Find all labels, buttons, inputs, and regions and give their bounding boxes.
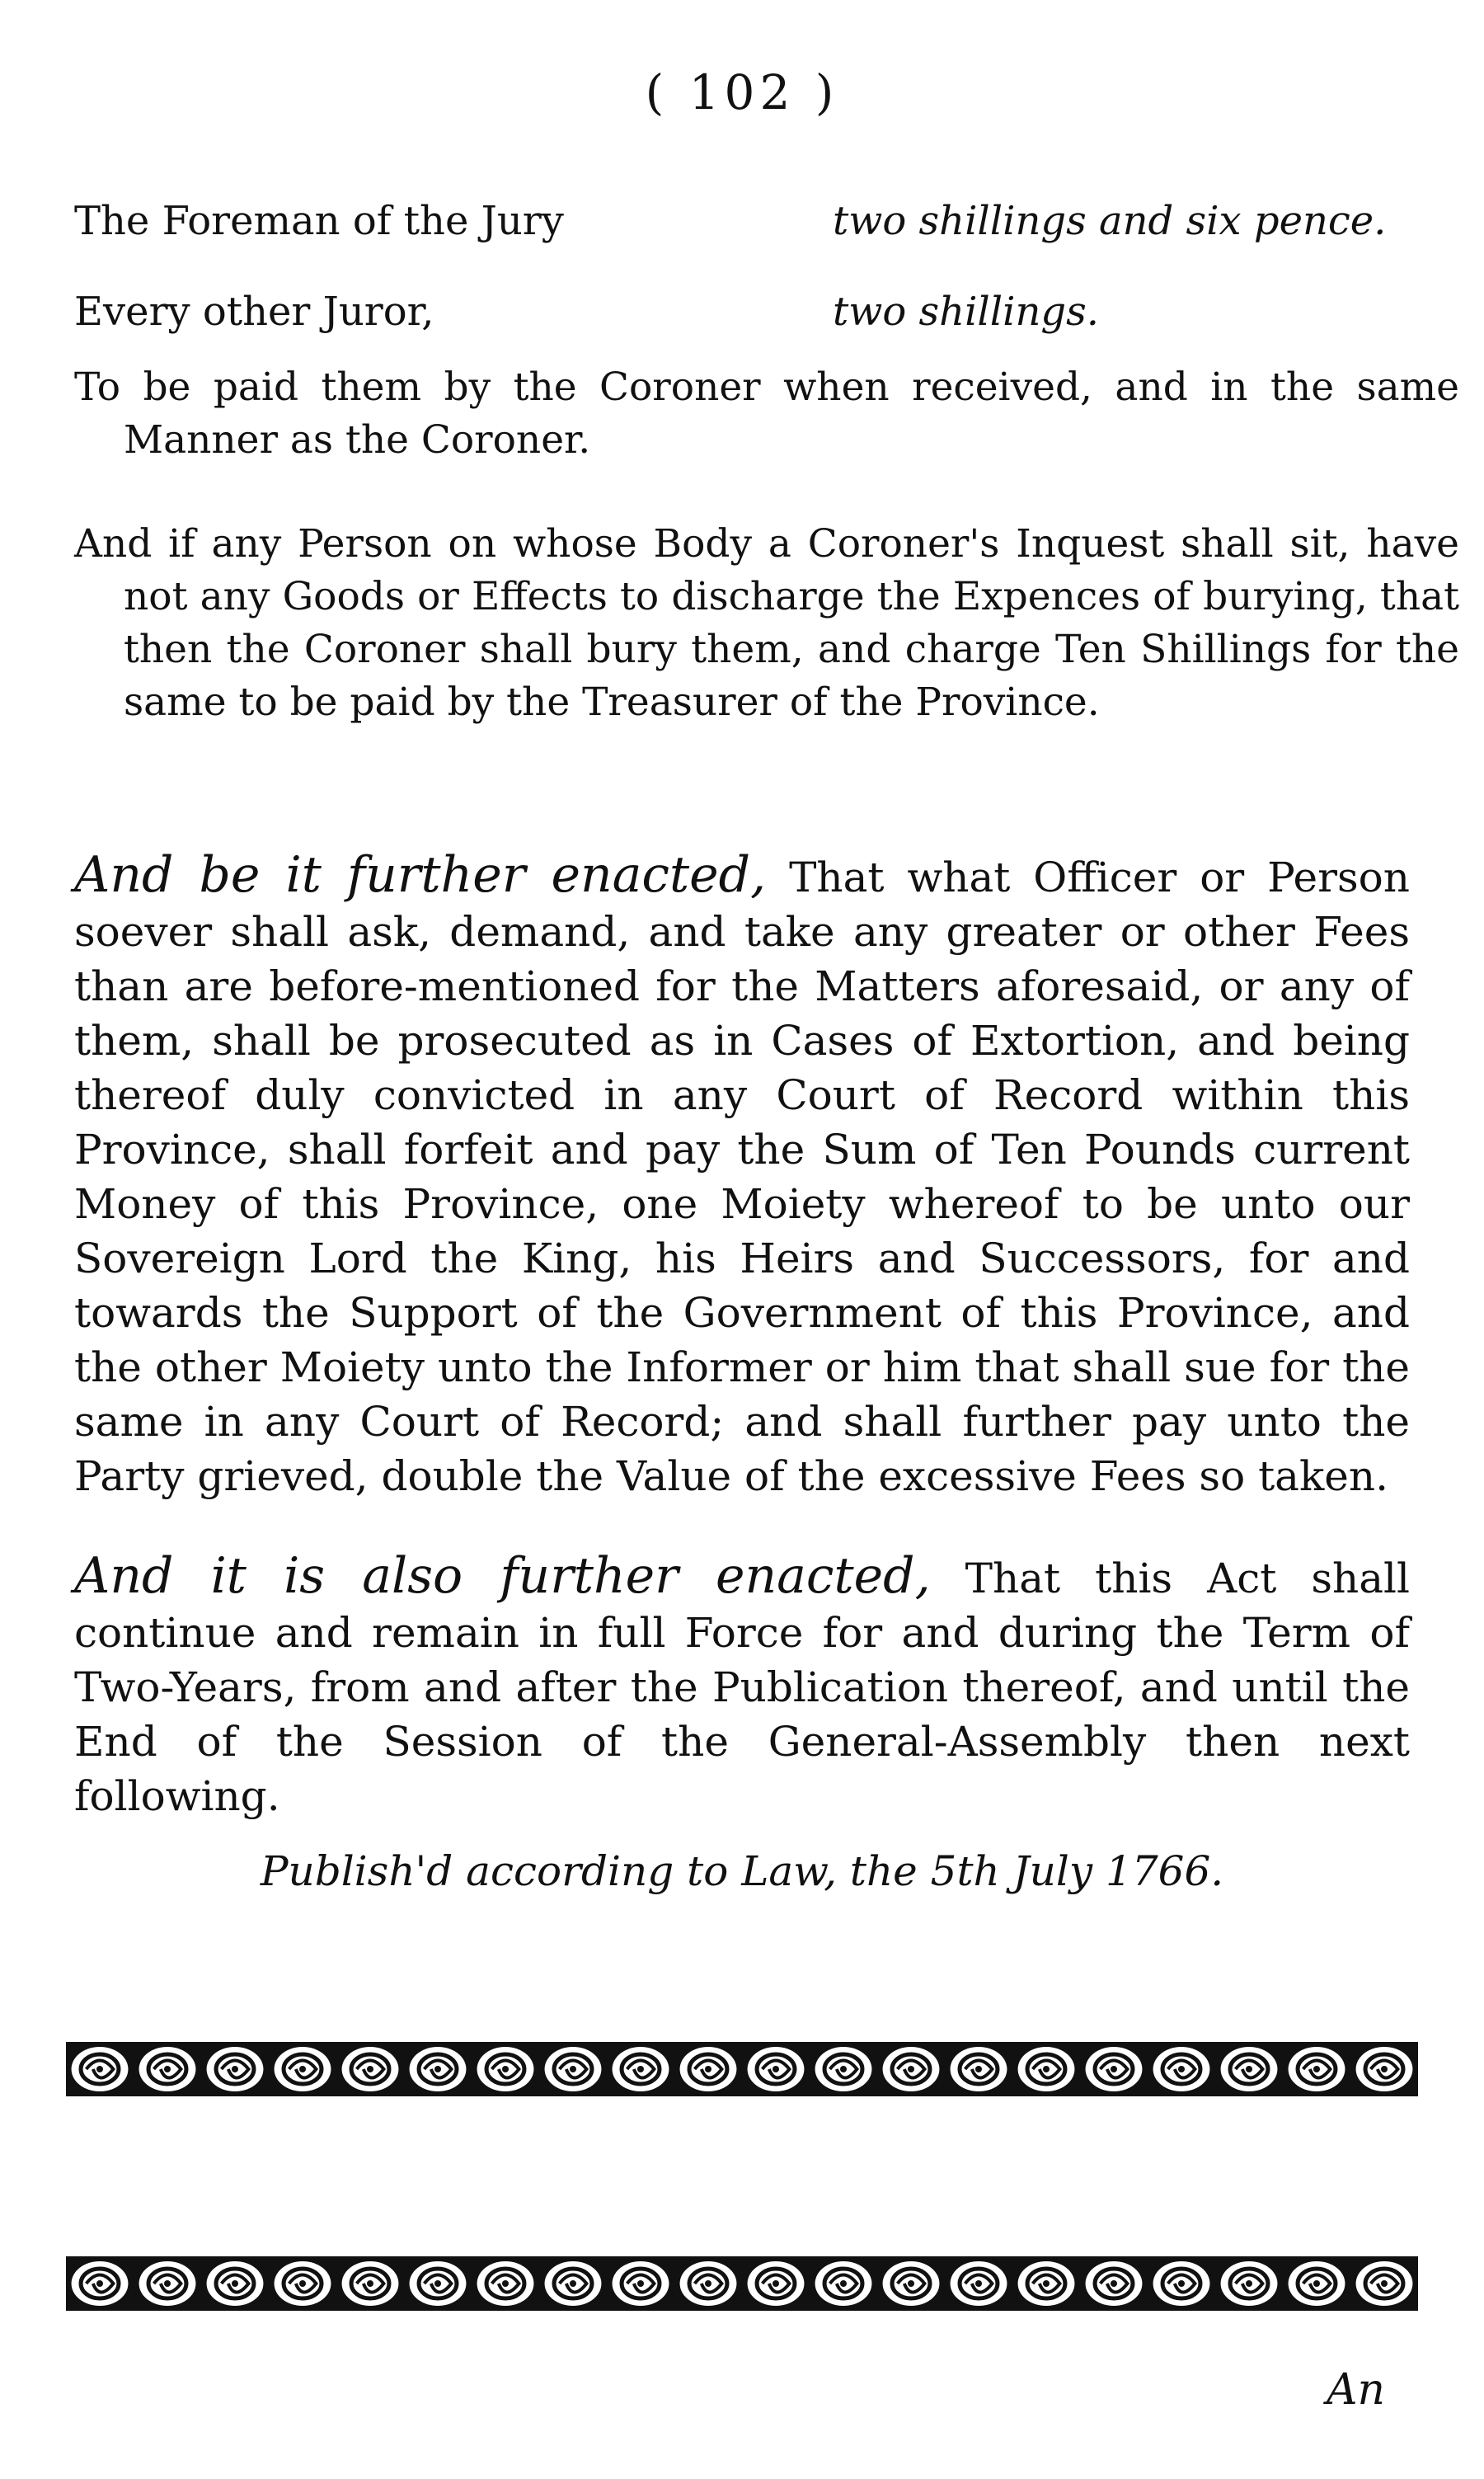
rosette-ornament [1153, 2047, 1210, 2091]
publication-line: Publish'd according to Law, the 5th July 1766. [260, 1847, 1224, 1895]
rosette-ornament [815, 2261, 872, 2306]
fee-amount: two shillings. [833, 289, 1100, 335]
enacting-clause: And it is also further enacted, [74, 1547, 931, 1605]
rosette-ornament [1153, 2261, 1210, 2306]
rosette-ornament [207, 2261, 264, 2306]
rosette-ornament [545, 2261, 602, 2306]
rosette-ornament [477, 2047, 534, 2091]
fee-row-juror [74, 289, 1426, 346]
rosette-ornament [951, 2047, 1007, 2091]
rosette-ornament [1221, 2047, 1278, 2091]
fee-amount: two shillings and six pence. [833, 198, 1387, 244]
rosette-ornament [815, 2047, 872, 2091]
rosette-ornament [139, 2261, 196, 2306]
rosette-ornament [951, 2261, 1007, 2306]
paragraph-duration [74, 1549, 1410, 1823]
rosette-ornament [883, 2261, 940, 2306]
rosette-ornament [477, 2261, 534, 2306]
rosette-ornament [139, 2047, 196, 2091]
ornament-band [66, 2256, 1418, 2311]
rosette-ornament [1289, 2261, 1345, 2306]
rosette-ornament [1086, 2047, 1143, 2091]
ornament-border-bottom [66, 2251, 1418, 2316]
rosette-ornament [1356, 2047, 1413, 2091]
rosette-ornament [410, 2261, 467, 2306]
rosette-ornament [275, 2261, 331, 2306]
paragraph-burial: And if any Person on whose Body a Coroner's Inquest shall sit, have not any Goods or Effects to discharge the Expences of burying, that then the Coroner shall bury them, and charge Ten Shillings for the same to be paid by the Treasurer of the Province. [74, 521, 1459, 725]
fee-payee: Every other Juror, [74, 289, 434, 335]
rosette-ornament [1018, 2261, 1075, 2306]
enacting-clause: And be it further enacted, [74, 846, 767, 904]
paragraph-body: That this Act shall continue and remain in full Force for and during the Term of Two-Years, from and after the Publication thereof, and until the End of the Session of the General-Assembly then next following. [74, 1555, 1410, 1820]
rosette-ornament [680, 2261, 737, 2306]
rosette-ornament [748, 2261, 805, 2306]
rosette-ornament [1356, 2261, 1413, 2306]
rosette-ornament [1086, 2261, 1143, 2306]
rosette-ornament [613, 2047, 669, 2091]
catchword: An [1326, 2365, 1385, 2415]
paragraph-coroner-payment: To be paid them by the Coroner when received, and in the same Manner as the Coroner. [74, 365, 1459, 463]
paragraph-body: That what Officer or Person soever shall ask, demand, and take any greater or other Fees than are before-mentioned for the Matters aforesaid, or any of them, shall be prosecuted as in Cases of Extortion, and being thereof duly convicted in any Court of Record within this Province, shall forfeit and pay the Sum of Ten Pounds current Money of this Province, one Moiety whereof to be unto our Sovereign Lord the King, his Heirs and Successors, for and towards the Support of the Government of this Province, and the other Moiety unto the Informer or him that shall sue for the same in any Court of Record; and shall further pay unto the Party grieved, double the Value of the excessive Fees so taken. [74, 854, 1410, 1500]
rosette-ornament [72, 2047, 129, 2091]
rosette-ornament [680, 2047, 737, 2091]
rosette-ornament [1018, 2047, 1075, 2091]
rosette-ornament [613, 2261, 669, 2306]
rosette-ornament [545, 2047, 602, 2091]
rosette-ornament [748, 2047, 805, 2091]
rosette-ornament [410, 2047, 467, 2091]
rosette-ornament [72, 2261, 129, 2306]
rosette-ornament [207, 2047, 264, 2091]
rosette-ornament [342, 2261, 399, 2306]
ornament-border-top [66, 2037, 1418, 2101]
fee-payee: The Foreman of the Jury [74, 198, 564, 244]
ornament-band [66, 2042, 1418, 2096]
paragraph-extortion [74, 848, 1410, 1503]
rosette-ornament [275, 2047, 331, 2091]
rosette-ornament [883, 2047, 940, 2091]
page-number: ( 102 ) [645, 64, 839, 120]
rosette-ornament [342, 2047, 399, 2091]
rosette-ornament [1289, 2047, 1345, 2091]
rosette-ornament [1221, 2261, 1278, 2306]
fee-row-foreman [74, 198, 1426, 256]
